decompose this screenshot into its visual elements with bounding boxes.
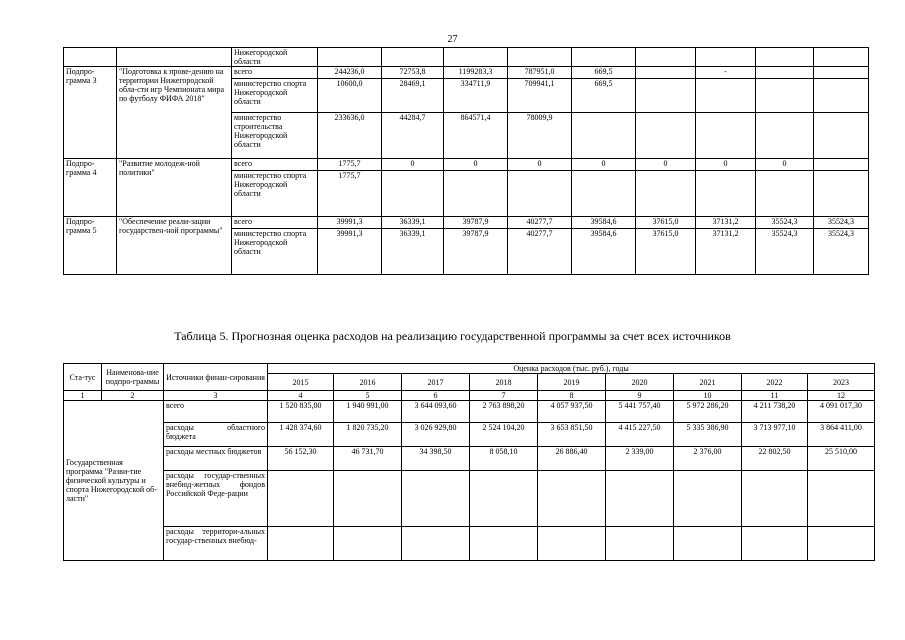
value-cell: 1775,7 (318, 171, 382, 217)
value-cell: 37131,2 (696, 217, 756, 229)
value-cell: 35524,3 (756, 229, 814, 275)
value-cell: 3 644 093,60 (402, 401, 470, 423)
source-cell: расходы местных бюджетов (164, 447, 268, 471)
year-cell: 2021 (674, 374, 742, 391)
source-cell: всего (164, 401, 268, 423)
source-cell: всего (232, 67, 318, 79)
value-cell: 10600,0 (318, 79, 382, 113)
value-cell: 28469,1 (382, 79, 444, 113)
value-cell: 39787,9 (444, 217, 508, 229)
cell (444, 48, 508, 67)
cell (64, 48, 117, 67)
table-row (64, 217, 869, 229)
value-cell (382, 171, 444, 217)
source-cell: всего (232, 217, 318, 229)
column-number: 7 (470, 391, 538, 401)
table-row (64, 159, 869, 171)
value-cell: 37615,0 (636, 229, 696, 275)
value-cell (808, 527, 875, 561)
subprogram-status: Подпро-грамма 5 (64, 217, 117, 275)
cell (572, 48, 636, 67)
subprogram-name: "Развитие молодеж-ной политики" (117, 159, 232, 217)
value-cell: 787951,0 (508, 67, 572, 79)
value-cell (756, 171, 814, 217)
value-cell (636, 113, 696, 159)
cell (636, 48, 696, 67)
year-cell: 2023 (808, 374, 875, 391)
subprogram-name: "Подготовка к прове-дению на территории Нижегородской обла-сти игр Чемпионата мира по футболу ФИФА 2018" (117, 67, 232, 159)
value-cell: 2 339,00 (606, 447, 674, 471)
value-cell (814, 79, 869, 113)
value-cell: 78009,9 (508, 113, 572, 159)
cell (696, 48, 756, 67)
value-cell: 5 335 386,90 (674, 423, 742, 447)
year-cell: 2016 (334, 374, 402, 391)
value-cell: 40277,7 (508, 229, 572, 275)
subprogram-table (63, 47, 869, 275)
value-cell: 2 376,00 (674, 447, 742, 471)
value-cell (402, 527, 470, 561)
value-cell: 39584,6 (572, 229, 636, 275)
value-cell: 2 524 104,20 (470, 423, 538, 447)
value-cell: 709941,1 (508, 79, 572, 113)
value-cell (814, 171, 869, 217)
value-cell (268, 471, 334, 527)
value-cell: 2 763 898,20 (470, 401, 538, 423)
year-cell: 2015 (268, 374, 334, 391)
column-number: 9 (606, 391, 674, 401)
column-number: 5 (334, 391, 402, 401)
value-cell (814, 113, 869, 159)
value-cell: 3 026 929,80 (402, 423, 470, 447)
header-estimate: Оценка расходов (тыс. руб.), годы (268, 364, 875, 374)
value-cell (742, 527, 808, 561)
value-cell (674, 471, 742, 527)
value-cell: 8 058,10 (470, 447, 538, 471)
value-cell (538, 471, 606, 527)
value-cell: 39787,9 (444, 229, 508, 275)
value-cell: 39991,3 (318, 229, 382, 275)
table-row (64, 401, 875, 423)
value-cell: 39991,3 (318, 217, 382, 229)
value-cell (334, 471, 402, 527)
value-cell (756, 79, 814, 113)
year-cell: 2018 (470, 374, 538, 391)
column-number: 3 (164, 391, 268, 401)
value-cell (606, 527, 674, 561)
value-cell: 40277,7 (508, 217, 572, 229)
source-cell: министерство спорта Нижегородской области (232, 79, 318, 113)
table-row (64, 67, 869, 79)
value-cell: 5 972 286,20 (674, 401, 742, 423)
value-cell: 0 (444, 159, 508, 171)
value-cell (742, 471, 808, 527)
value-cell: 1 820 735,20 (334, 423, 402, 447)
value-cell: 22 802,50 (742, 447, 808, 471)
source-cell: всего (232, 159, 318, 171)
year-cell: 2020 (606, 374, 674, 391)
value-cell: 5 441 757,40 (606, 401, 674, 423)
value-cell: 4 091 017,30 (808, 401, 875, 423)
subprogram-status: Подпро-грамма 3 (64, 67, 117, 159)
value-cell: 4 211 738,20 (742, 401, 808, 423)
value-cell: 25 510,00 (808, 447, 875, 471)
value-cell (444, 171, 508, 217)
value-cell: 3 713 977,10 (742, 423, 808, 447)
value-cell: - (696, 67, 756, 79)
value-cell: 1775,7 (318, 159, 382, 171)
value-cell: 1 428 374,60 (268, 423, 334, 447)
program-name: Государственная программа "Разви-тие физической культуры и спорта Нижегородской об-ласти" (64, 401, 164, 561)
value-cell (636, 79, 696, 113)
table-row (64, 471, 875, 527)
column-number: 11 (742, 391, 808, 401)
value-cell (268, 527, 334, 561)
cell (508, 48, 572, 67)
column-number: 8 (538, 391, 606, 401)
value-cell: 1 520 835,00 (268, 401, 334, 423)
subprogram-name: "Обеспечение реали-зации государствен-ной программы" (117, 217, 232, 275)
column-number: 10 (674, 391, 742, 401)
value-cell (814, 159, 869, 171)
value-cell (470, 527, 538, 561)
cell (318, 48, 382, 67)
value-cell: 669,5 (572, 67, 636, 79)
header-source: Источники финан-сирования (164, 364, 268, 391)
table-row (64, 527, 875, 561)
table-caption: Таблица 5. Прогнозная оценка расходов на реализацию государственной программы за счет всех источников (174, 329, 731, 343)
source-cell: министерство строительства Нижегородской области (232, 113, 318, 159)
value-cell: 36339,1 (382, 229, 444, 275)
value-cell: 0 (572, 159, 636, 171)
value-cell: 37131,2 (696, 229, 756, 275)
value-cell: 669,5 (572, 79, 636, 113)
table-5 (63, 363, 875, 561)
header-name: Наименова-ние подпро-граммы (102, 364, 164, 391)
value-cell: 4 415 227,50 (606, 423, 674, 447)
value-cell (808, 471, 875, 527)
value-cell (636, 67, 696, 79)
value-cell: 46 731,70 (334, 447, 402, 471)
header-row (64, 364, 875, 374)
value-cell: 1 940 991,00 (334, 401, 402, 423)
column-number-row (64, 391, 875, 401)
value-cell (538, 527, 606, 561)
value-cell (674, 527, 742, 561)
page-number: 27 (447, 34, 458, 45)
value-cell: 39584,6 (572, 217, 636, 229)
cell (756, 48, 814, 67)
value-cell: 35524,3 (756, 217, 814, 229)
column-number: 12 (808, 391, 875, 401)
column-number: 1 (64, 391, 102, 401)
value-cell (636, 171, 696, 217)
value-cell: 0 (382, 159, 444, 171)
column-number: 6 (402, 391, 470, 401)
value-cell (508, 171, 572, 217)
source-cell: расходы областного бюджета (164, 423, 268, 447)
table-row (64, 447, 875, 471)
value-cell: 864571,4 (444, 113, 508, 159)
value-cell: 26 886,40 (538, 447, 606, 471)
value-cell: 0 (696, 159, 756, 171)
table-row (64, 423, 875, 447)
value-cell: 233636,0 (318, 113, 382, 159)
source-cell: министерство спорта Нижегородской области (232, 171, 318, 217)
header-status: Ста-тус (64, 364, 102, 391)
table-row (64, 48, 869, 67)
value-cell: 35524,3 (814, 217, 869, 229)
value-cell (572, 171, 636, 217)
value-cell (572, 113, 636, 159)
value-cell: 56 152,30 (268, 447, 334, 471)
value-cell (756, 113, 814, 159)
value-cell: 3 864 411,00 (808, 423, 875, 447)
value-cell: 34 398,50 (402, 447, 470, 471)
year-cell: 2019 (538, 374, 606, 391)
subprogram-status: Подпро-грамма 4 (64, 159, 117, 217)
source-cell: расходы государ-ственных внебюд-жетных фондов Российской Феде-рации (164, 471, 268, 527)
value-cell (696, 113, 756, 159)
value-cell (334, 527, 402, 561)
source-cell: Нижегородской области (232, 48, 318, 67)
value-cell (696, 171, 756, 217)
value-cell: 37615,0 (636, 217, 696, 229)
value-cell: 0 (756, 159, 814, 171)
value-cell (814, 67, 869, 79)
value-cell: 0 (636, 159, 696, 171)
value-cell: 72753,8 (382, 67, 444, 79)
year-cell: 2022 (742, 374, 808, 391)
value-cell (696, 79, 756, 113)
value-cell (606, 471, 674, 527)
value-cell: 3 653 851,50 (538, 423, 606, 447)
value-cell (756, 67, 814, 79)
cell (382, 48, 444, 67)
value-cell: 0 (508, 159, 572, 171)
value-cell: 1199283,3 (444, 67, 508, 79)
value-cell: 35524,3 (814, 229, 869, 275)
source-cell: расходы территори-альных государ-ственных внебюд- (164, 527, 268, 561)
value-cell: 4 057 937,50 (538, 401, 606, 423)
year-cell: 2017 (402, 374, 470, 391)
column-number: 4 (268, 391, 334, 401)
value-cell: 334711,9 (444, 79, 508, 113)
source-cell: министерство спорта Нижегородской области (232, 229, 318, 275)
value-cell (402, 471, 470, 527)
cell (814, 48, 869, 67)
cell (117, 48, 232, 67)
column-number: 2 (102, 391, 164, 401)
value-cell: 44284,7 (382, 113, 444, 159)
value-cell: 36339,1 (382, 217, 444, 229)
value-cell (470, 471, 538, 527)
value-cell: 244236,0 (318, 67, 382, 79)
